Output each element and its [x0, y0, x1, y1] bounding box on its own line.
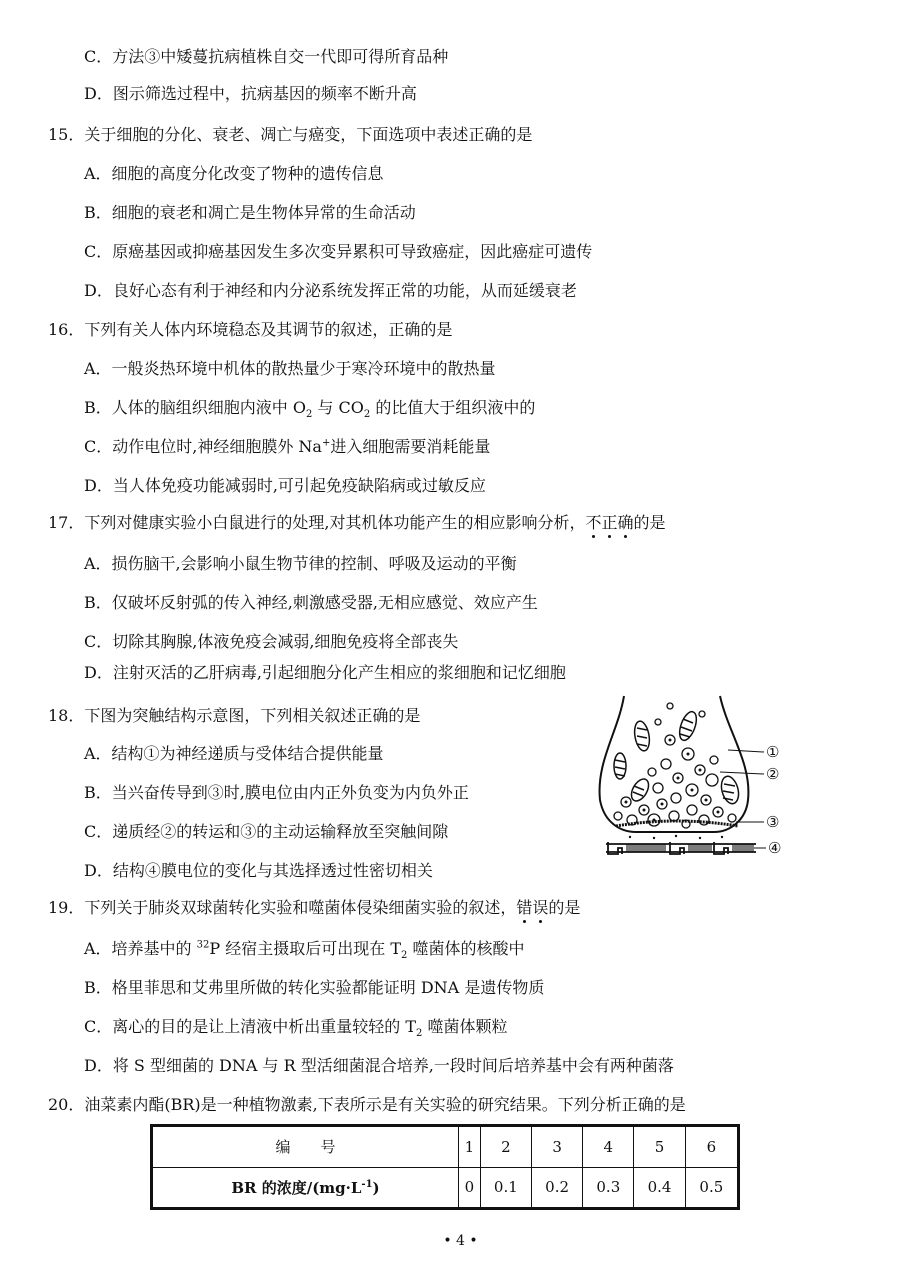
q19-option-c: C．离心的目的是让上清液中析出重量较轻的 $T_2$ 噬菌体颗粒 [84, 1017, 508, 1040]
q15-option-b: B．细胞的衰老和凋亡是生物体异常的生命活动 [84, 203, 416, 222]
q17-option-a: A．损伤脑干,会影响小鼠生物节律的控制、呼吸及运动的平衡 [84, 554, 517, 573]
number-cell: 2 [480, 1126, 531, 1168]
table-row [152, 1167, 739, 1209]
concentration-cell: 0.5 [685, 1167, 738, 1209]
concentration-cell: 0 [459, 1167, 481, 1209]
br-results-table [150, 1124, 740, 1210]
q15-option-a: A．细胞的高度分化改变了物种的遗传信息 [84, 164, 384, 183]
q14-option-d: D．图示筛选过程中，抗病基因的频率不断升高 [84, 84, 417, 103]
row-label: BR 的浓度$/(mg\cdot L^{-1})$ [152, 1167, 459, 1209]
q16-option-a: A．一般炎热环境中机体的散热量少于寒冷环境中的散热量 [84, 359, 496, 378]
header-label: 编 号 [152, 1126, 459, 1168]
q19-stem: 19．下列关于肺炎双球菌转化实验和噬菌体侵染细菌实验的叙述，错误的是 [48, 898, 581, 917]
page-number: • 4 • [443, 1233, 478, 1249]
concentration-cell: 0.3 [583, 1167, 634, 1209]
q19-option-b: B．格里菲思和艾弗里所做的转化实验都能证明 DNA 是遗传物质 [84, 978, 545, 997]
label-3: ③ [766, 813, 780, 831]
table-row [152, 1126, 739, 1168]
q18-option-d: D．结构④膜电位的变化与其选择透过性密切相关 [84, 861, 433, 880]
q17-option-b: B．仅破坏反射弧的传入神经,刺激感受器,无相应感觉、效应产生 [84, 593, 538, 612]
concentration-cell: 0.4 [634, 1167, 685, 1209]
q19-option-d: D．将 S 型细菌的 DNA 与 R 型活细菌混合培养,一段时间后培养基中会有两种菌落 [84, 1056, 674, 1075]
synaptic-vesicles [614, 703, 736, 828]
number-cell: 5 [634, 1126, 685, 1168]
emphasis-char: 确 [617, 513, 634, 532]
number-cell: 4 [583, 1126, 634, 1168]
number-cell: 1 [459, 1126, 481, 1168]
q15-option-d: D．良好心态有利于神经和内分泌系统发挥正常的功能，从而延缓衰老 [84, 281, 577, 300]
emphasis-char: 错 [516, 898, 533, 917]
q18-stem: 18．下图为突触结构示意图，下列相关叙述正确的是 [48, 706, 421, 725]
emphasis-char: 正 [601, 513, 618, 532]
emphasis-char: 不 [585, 513, 602, 532]
q15-option-c: C．原癌基因或抑癌基因发生多次变异累积可导致癌症，因此癌症可遗传 [84, 242, 593, 261]
q18-option-c: C．递质经②的转运和③的主动运输释放至突触间隙 [84, 822, 449, 841]
q19-option-a: A．培养基中的 $^{32}$P 经宿主摄取后可出现在 $T_2$ 噬菌体的核酸中 [84, 939, 525, 962]
concentration-cell: 0.1 [480, 1167, 531, 1209]
q16-option-d: D．当人体免疫功能减弱时,可引起免疫缺陷病或过敏反应 [84, 476, 486, 495]
q20-stem: 20．油菜素内酯(BR)是一种植物激素,下表所示是有关实验的研究结果。下列分析正确的是 [48, 1095, 686, 1114]
q16-option-b: B．人体的脑组织细胞内液中 $O_2$ 与 $CO_2$ 的比值大于组织液中的 [84, 398, 536, 421]
label-2: ② [766, 765, 780, 783]
label-1: ① [766, 743, 780, 761]
synapse-diagram [596, 692, 816, 857]
emphasis-char: 误 [532, 898, 549, 917]
q18-option-b: B．当兴奋传导到③时,膜电位由内正外负变为内负外正 [84, 783, 469, 802]
label-4: ④ [768, 839, 782, 857]
q18-option-a: A．结构①为神经递质与受体结合提供能量 [84, 744, 384, 763]
q17-stem: 17．下列对健康实验小白鼠进行的处理,对其机体功能产生的相应影响分析，不正确的是 [48, 513, 666, 532]
q15-stem: 15．关于细胞的分化、衰老、凋亡与癌变，下面选项中表述正确的是 [48, 125, 533, 144]
q17-option-c: C．切除其胸腺,体液免疫会减弱,细胞免疫将全部丧失 [84, 632, 459, 651]
concentration-cell: 0.2 [531, 1167, 582, 1209]
q14-option-c: C．方法③中矮蔓抗病植株自交一代即可得所育品种 [84, 47, 449, 66]
q17-option-d: D．注射灭活的乙肝病毒,引起细胞分化产生相应的浆细胞和记忆细胞 [84, 663, 566, 682]
q16-option-c: C．动作电位时,神经细胞膜外 Na+进入细胞需要消耗能量 [84, 437, 491, 456]
number-cell: 6 [685, 1126, 738, 1168]
mitochondria [614, 710, 741, 806]
number-cell: 3 [531, 1126, 582, 1168]
q16-stem: 16．下列有关人体内环境稳态及其调节的叙述，正确的是 [48, 320, 453, 339]
